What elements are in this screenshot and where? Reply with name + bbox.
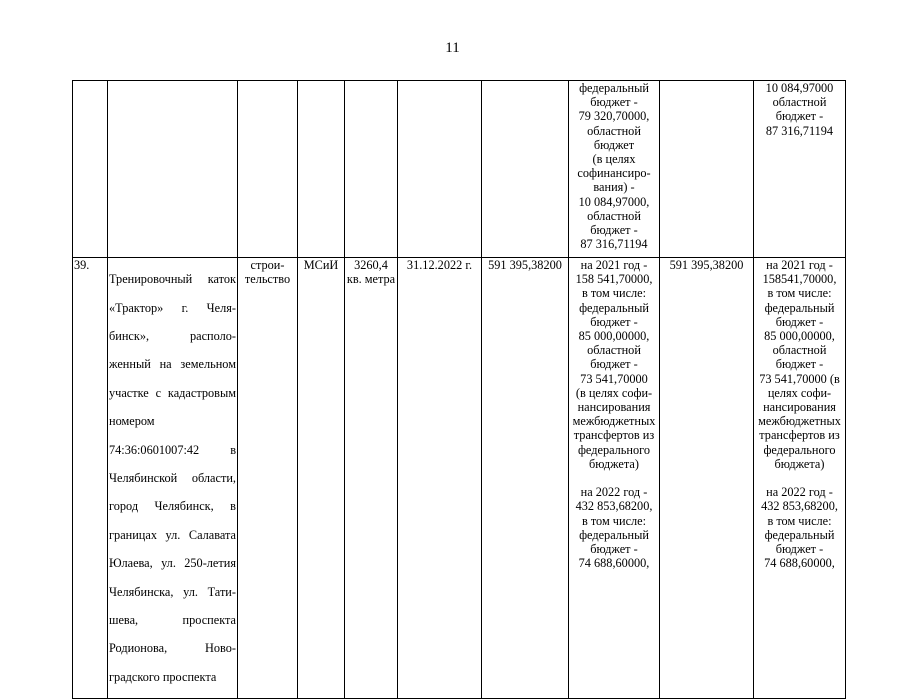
cell-estimate-2: 591 395,38200 [660, 258, 754, 699]
cell-estimate [482, 81, 569, 258]
cell-work-type: строи- тельство [238, 258, 298, 699]
cell-num: 39. [73, 258, 108, 699]
cell-estimate: 591 395,38200 [482, 258, 569, 699]
cell-estimate-2 [660, 81, 754, 258]
object-name-line: 74:36:0601007:42 в [109, 442, 236, 457]
object-name-line: Юлаева, ул. 250-летия [109, 556, 236, 571]
object-name-line: Челябинской области, [109, 471, 236, 486]
cell-agency: МСиИ [298, 258, 345, 699]
cell-num [73, 81, 108, 258]
cell-work-type [238, 81, 298, 258]
page-number: 11 [445, 40, 460, 56]
object-name-line: шева, проспекта [109, 613, 236, 628]
object-name-line: границах ул. Салавата [109, 527, 236, 542]
object-name-line: город Челябинск, в [109, 499, 236, 514]
object-name-line: Тренировочный каток [109, 272, 236, 287]
cell-object-name [108, 81, 238, 258]
cell-object-name [108, 258, 238, 699]
table-row-39 [73, 258, 846, 699]
object-name-line: Родионова, Ново- [109, 641, 236, 656]
object-table [72, 80, 846, 699]
object-name-line: бинск», располо- [109, 329, 236, 344]
cell-financing-plan: федеральный бюджет - 79 320,70000, областной бюджет (в целях софинансиро- вания) - 10 084,97000, областной бюджет - 87 316,71194 [569, 81, 660, 258]
cell-agency [298, 81, 345, 258]
object-name-line: градского проспекта [109, 669, 217, 684]
cell-financing-plan-2: 10 084,97000 областной бюджет - 87 316,71194 [754, 81, 846, 258]
cell-financing-plan: на 2021 год - 158 541,70000, в том числе: федеральный бюджет - 85 000,00000, областной бюджет - 73 541,70000 (в целях софи- нансирования межбюджетных трансфертов из федерального бюджета) на 2022 год - 432 853,68200, в том числе: федеральный бюджет - 74 688,60000, [569, 258, 660, 699]
object-name-line: «Трактор» г. Челя- [109, 300, 236, 315]
object-name-line: женный на земельном [109, 357, 236, 372]
cell-capacity [345, 81, 398, 258]
cell-deadline: 31.12.2022 г. [398, 258, 482, 699]
cell-capacity: 3260,4 кв. метра [345, 258, 398, 699]
object-name-line: номером [109, 414, 155, 429]
table-row-continuation [73, 81, 846, 258]
object-name-line: Челябинска, ул. Тати- [109, 584, 236, 599]
object-name-line: участке с кадастровым [109, 385, 236, 400]
cell-deadline [398, 81, 482, 258]
cell-financing-plan-2: на 2021 год - 158541,70000, в том числе: федеральный бюджет - 85 000,00000, областной бюджет - 73 541,70000 (в целях софи- нансирования межбюджетных трансфертов из федерального бюджета) на 2022 год - 432 853,68200, в том числе: федеральный бюджет - 74 688,60000, [754, 258, 846, 699]
